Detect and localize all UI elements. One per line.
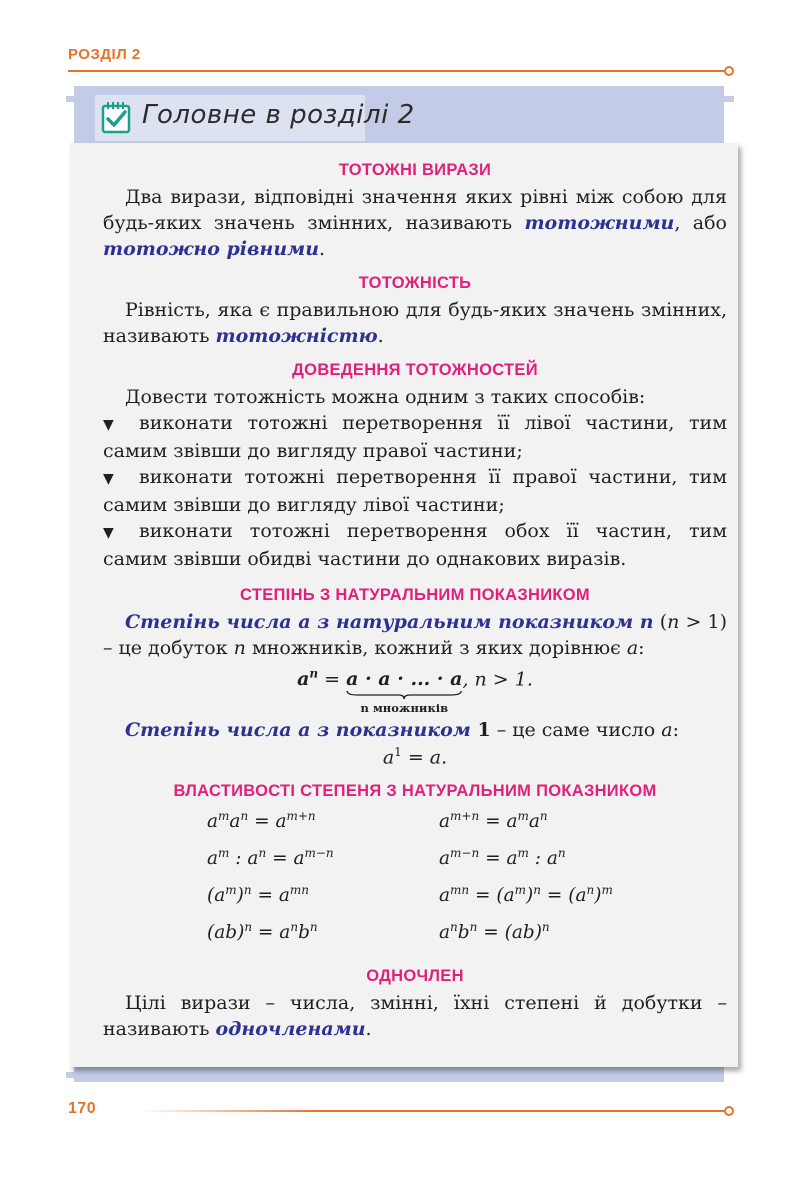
heading-identity: ТОТОЖНІСТЬ bbox=[358, 274, 472, 292]
heading-power: СТЕПІНЬ З НАТУРАЛЬНИМ ПОКАЗНИКОМ bbox=[240, 586, 590, 604]
frame-notch bbox=[724, 96, 734, 102]
properties-grid bbox=[103, 807, 727, 963]
content-panel bbox=[70, 143, 738, 1067]
heading-properties: ВЛАСТИВОСТІ СТЕПЕНЯ З НАТУРАЛЬНИМ ПОКАЗНИКОМ bbox=[173, 782, 657, 801]
property-formula: $a^nb^n = (ab)^n$ bbox=[439, 920, 550, 944]
paragraph-power-definition: Степінь числа a з натуральним показником n (n > 1) – це добуток n множників, кожний з яких дорівнює a: bbox=[103, 611, 728, 659]
paragraph-proving-intro: Довести тотожність можна одним з таких способів: bbox=[125, 386, 646, 408]
property-formula: $a^{mn} = (a^m)^n = (a^n)^m$ bbox=[439, 883, 613, 907]
heading-proving: ДОВЕДЕННЯ ТОТОЖНОСТЕЙ bbox=[292, 361, 538, 379]
frame-notch bbox=[66, 1072, 76, 1078]
frame-notch bbox=[66, 96, 76, 102]
list-item: ▼ виконати тотожні перетворення обох її частин, тим самим звівши обидві частини до однакових виразів. bbox=[103, 520, 727, 570]
bottom-rule bbox=[140, 1110, 724, 1112]
underbrace-group: a · a · ... · a n множників bbox=[346, 668, 462, 690]
heading-monomial: ОДНОЧЛЕН bbox=[366, 967, 464, 986]
bottom-rule-ring bbox=[724, 1106, 734, 1116]
heading-identical-expressions: ТОТОЖНІ ВИРАЗИ bbox=[338, 161, 492, 179]
section-label: РОЗДІЛ 2 bbox=[68, 46, 141, 63]
paragraph-power-one: Степінь числа a з показником 1 – це саме число a: bbox=[125, 719, 679, 741]
triangle-bullet-icon: ▼ bbox=[103, 417, 114, 433]
paragraph-monomial: Цілі вирази – числа, змінні, їхні степені й добутки – називають одночленами. bbox=[103, 992, 727, 1041]
list-item: ▼ виконати тотожні перетворення її правої частини, тим самим звівши до вигляду лівої частини; bbox=[103, 466, 727, 516]
property-formula: $a^{m+n} = a^ma^n$ bbox=[439, 809, 548, 833]
page-number: 170 bbox=[68, 1100, 97, 1117]
checked-notepad-icon bbox=[101, 100, 131, 134]
property-formula: $a^ma^n = a^{m+n}$ bbox=[207, 809, 316, 833]
underbrace-label: n множників bbox=[360, 701, 449, 716]
list-item: ▼ виконати тотожні перетворення її лівої частини, тим самим звівши до вигляду правої частини; bbox=[103, 412, 727, 462]
property-formula: $(a^m)^n = a^{mn}$ bbox=[207, 883, 309, 907]
paragraph-identity: Рівність, яка є правильною для будь-яких значень змінних, називають тотожністю. bbox=[103, 299, 727, 347]
header-title: Головне в розділі 2 bbox=[142, 100, 415, 130]
top-rule bbox=[68, 70, 724, 72]
property-formula: $(ab)^n = a^nb^n$ bbox=[207, 920, 318, 944]
triangle-bullet-icon: ▼ bbox=[103, 525, 114, 541]
property-formula: $a^m$ : $a^n = a^{m-n}$ bbox=[207, 846, 334, 870]
top-rule-ring bbox=[724, 66, 734, 76]
property-formula: $a^{m-n} = a^m$ : $a^n$ bbox=[439, 846, 566, 870]
paragraph-identical-expressions: Два вирази, відповідні значення яких рівні між собою для будь-яких значень змінних, називають тотожними, або тотожно рівними. bbox=[103, 186, 727, 260]
formula-power-one: $a^1 = a$. bbox=[382, 745, 448, 769]
formula-power-definition: $a^n = a \cdot a$ · ... · a n множників , n > 1. bbox=[297, 667, 533, 716]
triangle-bullet-icon: ▼ bbox=[103, 471, 114, 487]
underbrace-icon bbox=[346, 690, 462, 700]
